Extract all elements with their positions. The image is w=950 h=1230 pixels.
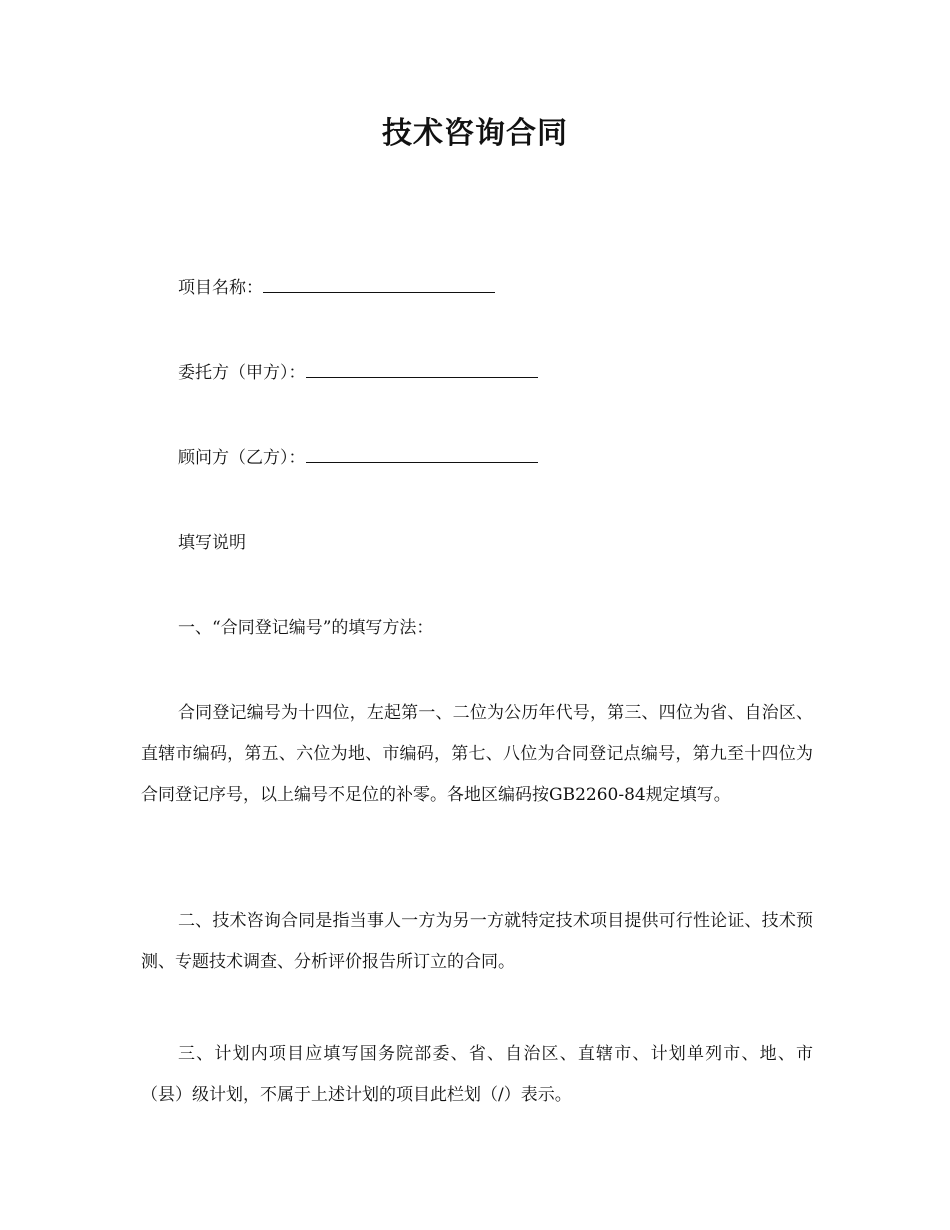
project-name-label: 项目名称： <box>178 278 263 298</box>
client-party-blank-line[interactable] <box>306 359 538 378</box>
registration-number-paragraph: 合同登记编号为十四位，左起第一、二位为公历年代号，第三、四位为省、自治区、直辖市编码，第五、六位为地、市编码，第七、八位为合同登记点编号，第九至十四位为合同登记序号，以上编号不足位的补零。各地区编码按GB2260-84规定填写。 <box>141 703 813 805</box>
consultant-party-field <box>178 444 538 472</box>
project-name-field <box>178 274 495 302</box>
consultant-party-blank-line[interactable] <box>306 444 538 463</box>
page-title: 技术咨询合同 <box>382 116 568 151</box>
section-one-heading: 一、“合同登记编号”的填写方法： <box>178 618 434 638</box>
definition-paragraph: 二、技术咨询合同是指当事人一方为另一方就特定技术项目提供可行性论证、技术预测、专题技术调查、分析评价报告所订立的合同。 <box>141 911 813 972</box>
project-name-blank-line[interactable] <box>263 274 495 293</box>
client-party-label: 委托方（甲方）： <box>178 363 306 383</box>
client-party-field <box>178 359 538 387</box>
plan-projects-paragraph: 三、计划内项目应填写国务院部委、省、自治区、直辖市、计划单列市、地、市（县）级计划，不属于上述计划的项目此栏划（/）表示。 <box>141 1044 813 1105</box>
instructions-heading: 填写说明 <box>178 533 246 553</box>
consultant-party-label: 顾问方（乙方）： <box>178 448 306 468</box>
